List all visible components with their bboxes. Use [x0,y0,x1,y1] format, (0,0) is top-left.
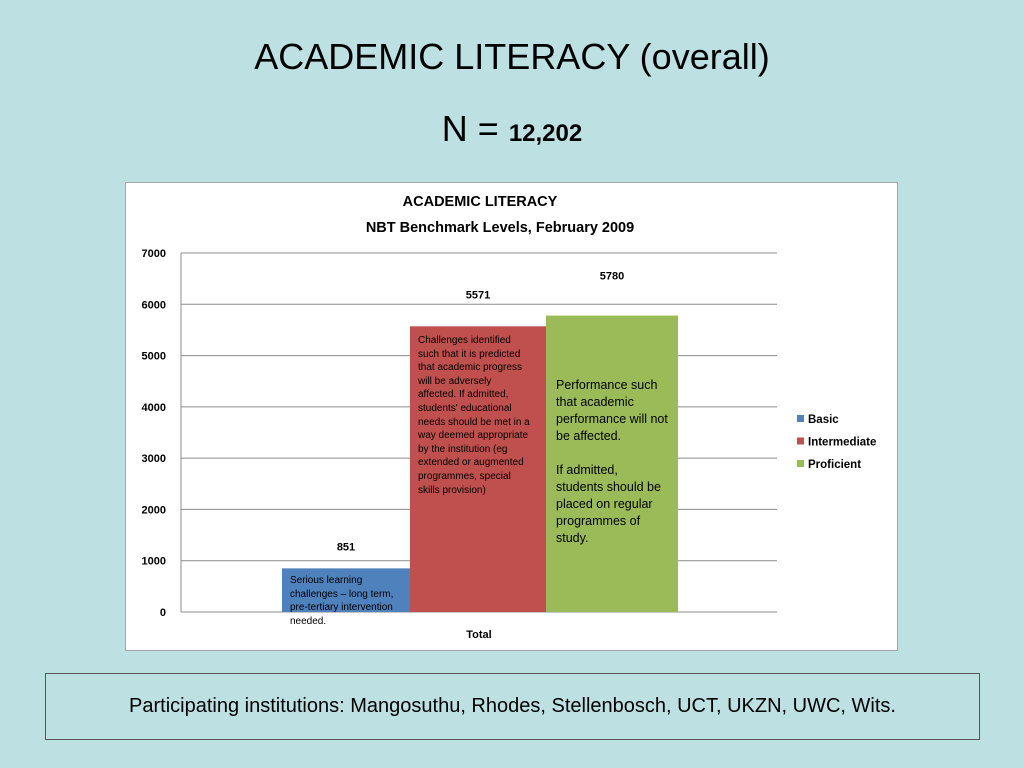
data-label-basic: 851 [336,541,356,554]
slide-title: ACADEMIC LITERACY (overall) [254,36,770,77]
x-axis-label: Total [466,629,492,641]
data-label-intermediate: 5571 [465,289,491,302]
legend-swatch-proficient [797,460,804,467]
chart-panel [125,182,898,651]
y-tick-label: 0 [159,607,166,619]
sample-size-label: N = [441,108,509,149]
legend-swatch-intermediate [797,438,804,445]
data-label-proficient: 5780 [599,270,625,283]
legend-label-basic: Basic [808,414,839,426]
legend-label-proficient: Proficient [808,459,862,471]
bar-annotation-proficient: Performance such that academic performance will not be affected. If admitted, students should be placed on regular programmes of study. [556,378,668,545]
bar-annotation-basic: Serious learning challenges – long term, pre-tertiary intervention needed. [290,575,394,627]
bar-annotation-intermediate: Challenges identified such that it is predicted that academic progress will be adversely affected. If admitted, students' educational needs should be met in a way deemed appropriate by the institution (eg extended or augmented programmes, special skills provision) [418,335,530,496]
y-tick-label: 5000 [141,350,166,363]
chart-title: ACADEMIC LITERACY [402,194,558,210]
legend-swatch-basic [797,415,804,422]
legend-label-intermediate: Intermediate [808,436,877,449]
sample-size [0,108,1024,150]
footer-participating-institutions: Participating institutions: Mangosuthu, Rhodes, Stellenbosch, UCT, UKZN, UWC, Wits. [45,673,980,740]
y-tick-label: 4000 [141,401,166,414]
sample-size-value: 12,202 [508,120,583,147]
y-tick-label: 6000 [141,299,166,312]
chart-subtitle: NBT Benchmark Levels, February 2009 [365,220,635,236]
y-tick-label: 1000 [141,555,166,568]
y-tick-label: 2000 [141,504,166,517]
y-tick-label: 3000 [141,453,166,466]
y-tick-label: 7000 [141,248,166,260]
